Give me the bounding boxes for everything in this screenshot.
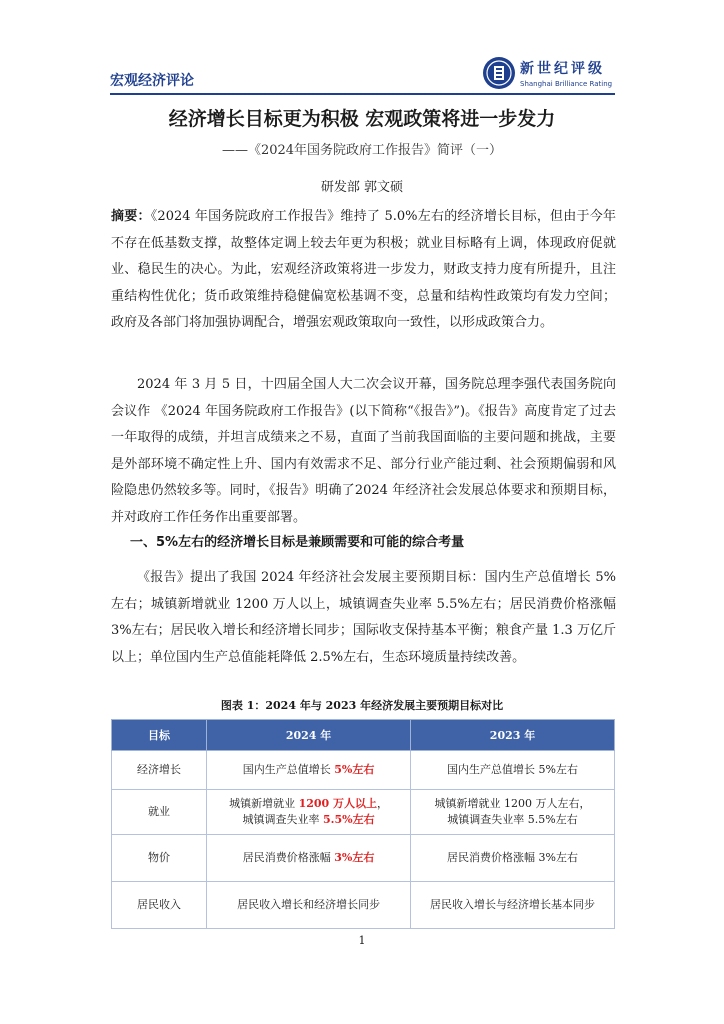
cell-line: 城镇调查失业率 5.5%左右 [447, 813, 578, 826]
table-cell-2024 [207, 751, 411, 790]
intro-paragraph: 2024 年 3 月 5 日，十四届全国人大二次会议开幕，国务院总理李强代表国务院向会议作 《2024 年国务院政府工作报告》(以下简称“《报告》”)。《报告》高度肯定了过去一年取得的成绩，并坦言成绩来之不易，直面了当前我国面临的主要问题和挑战，主要是外部环境不确定性上升、国内有效需求不足、部分行业产能过剩、社会预期偏弱和风险隐患仍然较多等。同时，《报告》明确了2024 年经济社会发展总体要求和预期目标，并对政府工作任务作出重要部署。 [111, 377, 616, 525]
report-series-title: 宏观经济评论 [110, 73, 194, 89]
table-cell-2024 [207, 835, 411, 882]
cell-text: 居民消费价格涨幅 [242, 851, 335, 864]
table-row-label: 经济增长 [112, 751, 207, 790]
targets-comparison-table [111, 719, 615, 929]
logo-english-name: Shanghai Brilliance Rating [520, 80, 613, 88]
author-line: 研发部 郭文硕 [320, 180, 404, 195]
highlighted-value: 3%左右 [334, 851, 375, 864]
table-header-row [112, 720, 615, 751]
table-row [112, 751, 615, 790]
header-divider [110, 93, 615, 95]
cell-text: ， [377, 797, 389, 810]
cell-line [209, 812, 408, 828]
logo-chinese-name: 新世纪评级 [520, 61, 605, 77]
table-header-cell: 2023 年 [411, 720, 615, 751]
targets-paragraph: 《报告》提出了我国 2024 年经济社会发展主要预期目标：国内生产总值增长 5%左右；城镇新增就业 1200 万人以上，城镇调查失业率 5.5%左右；居民消费价格涨幅 3%左右；居民收入增长和经济增长同步；国际收支保持基本平衡；粮食产量 1.3 万亿斤以上；单位国内生产总值能耗降低 2.5%左右，生态环境质量持续改善。 [111, 570, 616, 665]
highlighted-value: 1200 万人以上 [298, 797, 378, 810]
section-heading: 一、5%左右的经济增长目标是兼顾需要和可能的综合考量 [130, 535, 465, 550]
abstract-label: 摘要： [111, 209, 151, 224]
abstract-text: 《2024 年国务院政府工作报告》维持了 5.0%左右的经济增长目标，但由于今年不存在低基数支撑，故整体定调上较去年更为积极；就业目标略有上调，体现政府促就业、稳民生的决心。为此，宏观经济政策将进一步发力，财政支持力度有所提升，且注重结构性优化；货币政策维持稳健偏宽松基调不变，总量和结构性政策均有发力空间；政府及各部门将加强协调配合，增强宏观政策取向一致性，以形成政策合力。 [111, 209, 616, 331]
highlighted-value: 5.5%左右 [323, 813, 375, 826]
table-caption: 图表 1：2024 年与 2023 年经济发展主要预期目标对比 [220, 699, 504, 712]
cell-line [209, 796, 408, 812]
table-row-label: 就业 [112, 790, 207, 835]
table-row [112, 790, 615, 835]
table-header-cell: 目标 [112, 720, 207, 751]
table-cell-2023: 居民消费价格涨幅 3%左右 [411, 835, 615, 882]
table-header-cell: 2024 年 [207, 720, 411, 751]
page-subtitle: ——《2024年国务院政府工作报告》简评（一） [221, 143, 503, 158]
page-title: 经济增长目标更为积极 宏观政策将进一步发力 [168, 108, 556, 130]
table-cell-2024: 居民收入增长和经济增长同步 [207, 882, 411, 929]
table-cell-2024 [207, 790, 411, 835]
table-cell-2023: 国内生产总值增长 5%左右 [411, 751, 615, 790]
cell-text: 国内生产总值增长 [242, 763, 335, 776]
table-row [112, 882, 615, 929]
table-row [112, 835, 615, 882]
table-cell-2023: 居民收入增长与经济增长基本同步 [411, 882, 615, 929]
table-row-label: 居民收入 [112, 882, 207, 929]
brilliance-logo-icon [482, 56, 516, 90]
abstract-paragraph [111, 204, 616, 337]
table-cell-2023 [411, 790, 615, 835]
highlighted-value: 5%左右 [334, 763, 375, 776]
page-number: 1 [358, 934, 366, 947]
cell-text: 城镇新增就业 [229, 797, 299, 810]
cell-line: 城镇新增就业 1200 万人左右， [434, 797, 591, 810]
cell-text: 城镇调查失业率 [242, 813, 324, 826]
table-row-label: 物价 [112, 835, 207, 882]
